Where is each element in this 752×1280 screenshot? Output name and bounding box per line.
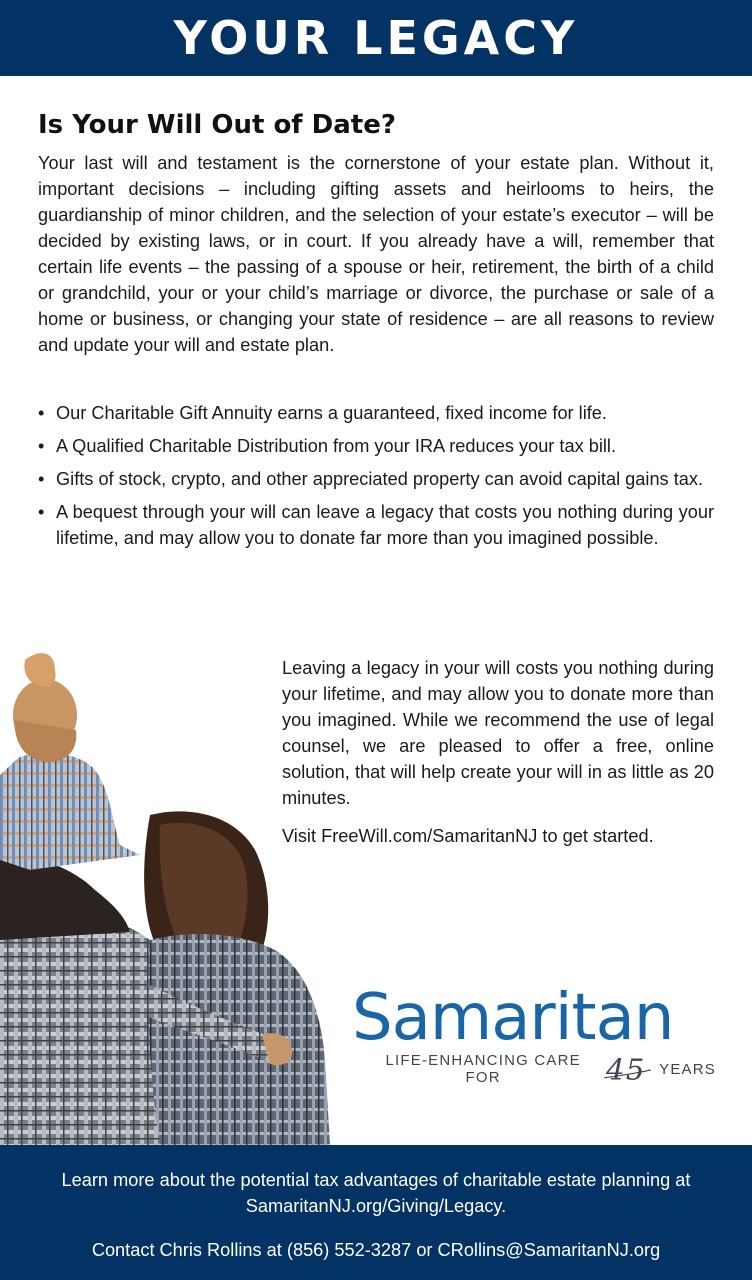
- list-item: [38, 466, 714, 492]
- page-title: YOUR LEGACY: [173, 11, 579, 65]
- footer-banner: [0, 1145, 752, 1280]
- list-item-text: Our Charitable Gift Annuity earns a guaranteed, fixed income for life.: [56, 403, 607, 423]
- benefits-list: [38, 400, 714, 558]
- bullet-icon: •: [38, 403, 45, 423]
- intro-paragraph: Your last will and testament is the cornerstone of your estate plan. Without it, important decisions – including gifting assets and heirlooms to heirs, the guardianship of minor children, and the selection of your estate’s executor – will be decided by existing laws, or in court. If you already have a will, remember that certain life events – the passing of a spouse or heir, retirement, the birth of a child or grandchild, your or your child’s marriage or divorce, the purchase or sale of a home or business, or changing your state of residence – are all reasons to review and update your will and estate plan.: [38, 153, 714, 355]
- logo-tagline: [350, 1052, 716, 1086]
- list-item-text: A bequest through your will can leave a legacy that costs you nothing during your lifetime, and may allow you to donate far more than you imagined possible.: [56, 502, 714, 548]
- freewill-paragraph: Leaving a legacy in your will costs you nothing during your lifetime, and may allow you to donate more than you imagined. While we recommend the use of legal counsel, we are pleased to offer a free, online solution, that will help create your will in as little as 20 minutes.: [282, 658, 714, 808]
- list-item-text: Gifts of stock, crypto, and other appreciated property can avoid capital gains tax.: [56, 469, 704, 489]
- anniversary-number: 45: [606, 1054, 646, 1084]
- samaritan-logo: [350, 980, 716, 1086]
- bullet-icon: •: [38, 436, 45, 456]
- list-item: [38, 499, 714, 551]
- tagline-left: LIFE-ENHANCING CARE FOR: [385, 1052, 581, 1086]
- logo-wordmark: Samaritan: [352, 981, 674, 1055]
- footer-learn-more: Learn more about the potential tax advantages of charitable estate planning at SamaritanNJ.org/Giving/Legacy.: [61, 1170, 691, 1216]
- header-banner: [0, 0, 752, 76]
- anniversary-45-icon: [604, 1054, 653, 1084]
- bullet-icon: •: [38, 469, 45, 489]
- freewill-link[interactable]: Visit FreeWill.com/SamaritanNJ to get started.: [282, 826, 654, 846]
- list-item: [38, 400, 714, 426]
- list-item-text: A Qualified Charitable Distribution from your IRA reduces your tax bill.: [56, 436, 617, 456]
- tagline-right: YEARS: [659, 1060, 716, 1078]
- footer-contact: Contact Chris Rollins at (856) 552-3287 or CRollins@SamaritanNJ.org: [91, 1240, 661, 1260]
- bullet-icon: •: [38, 502, 45, 522]
- list-item: [38, 433, 714, 459]
- section-heading: Is Your Will Out of Date?: [38, 110, 396, 140]
